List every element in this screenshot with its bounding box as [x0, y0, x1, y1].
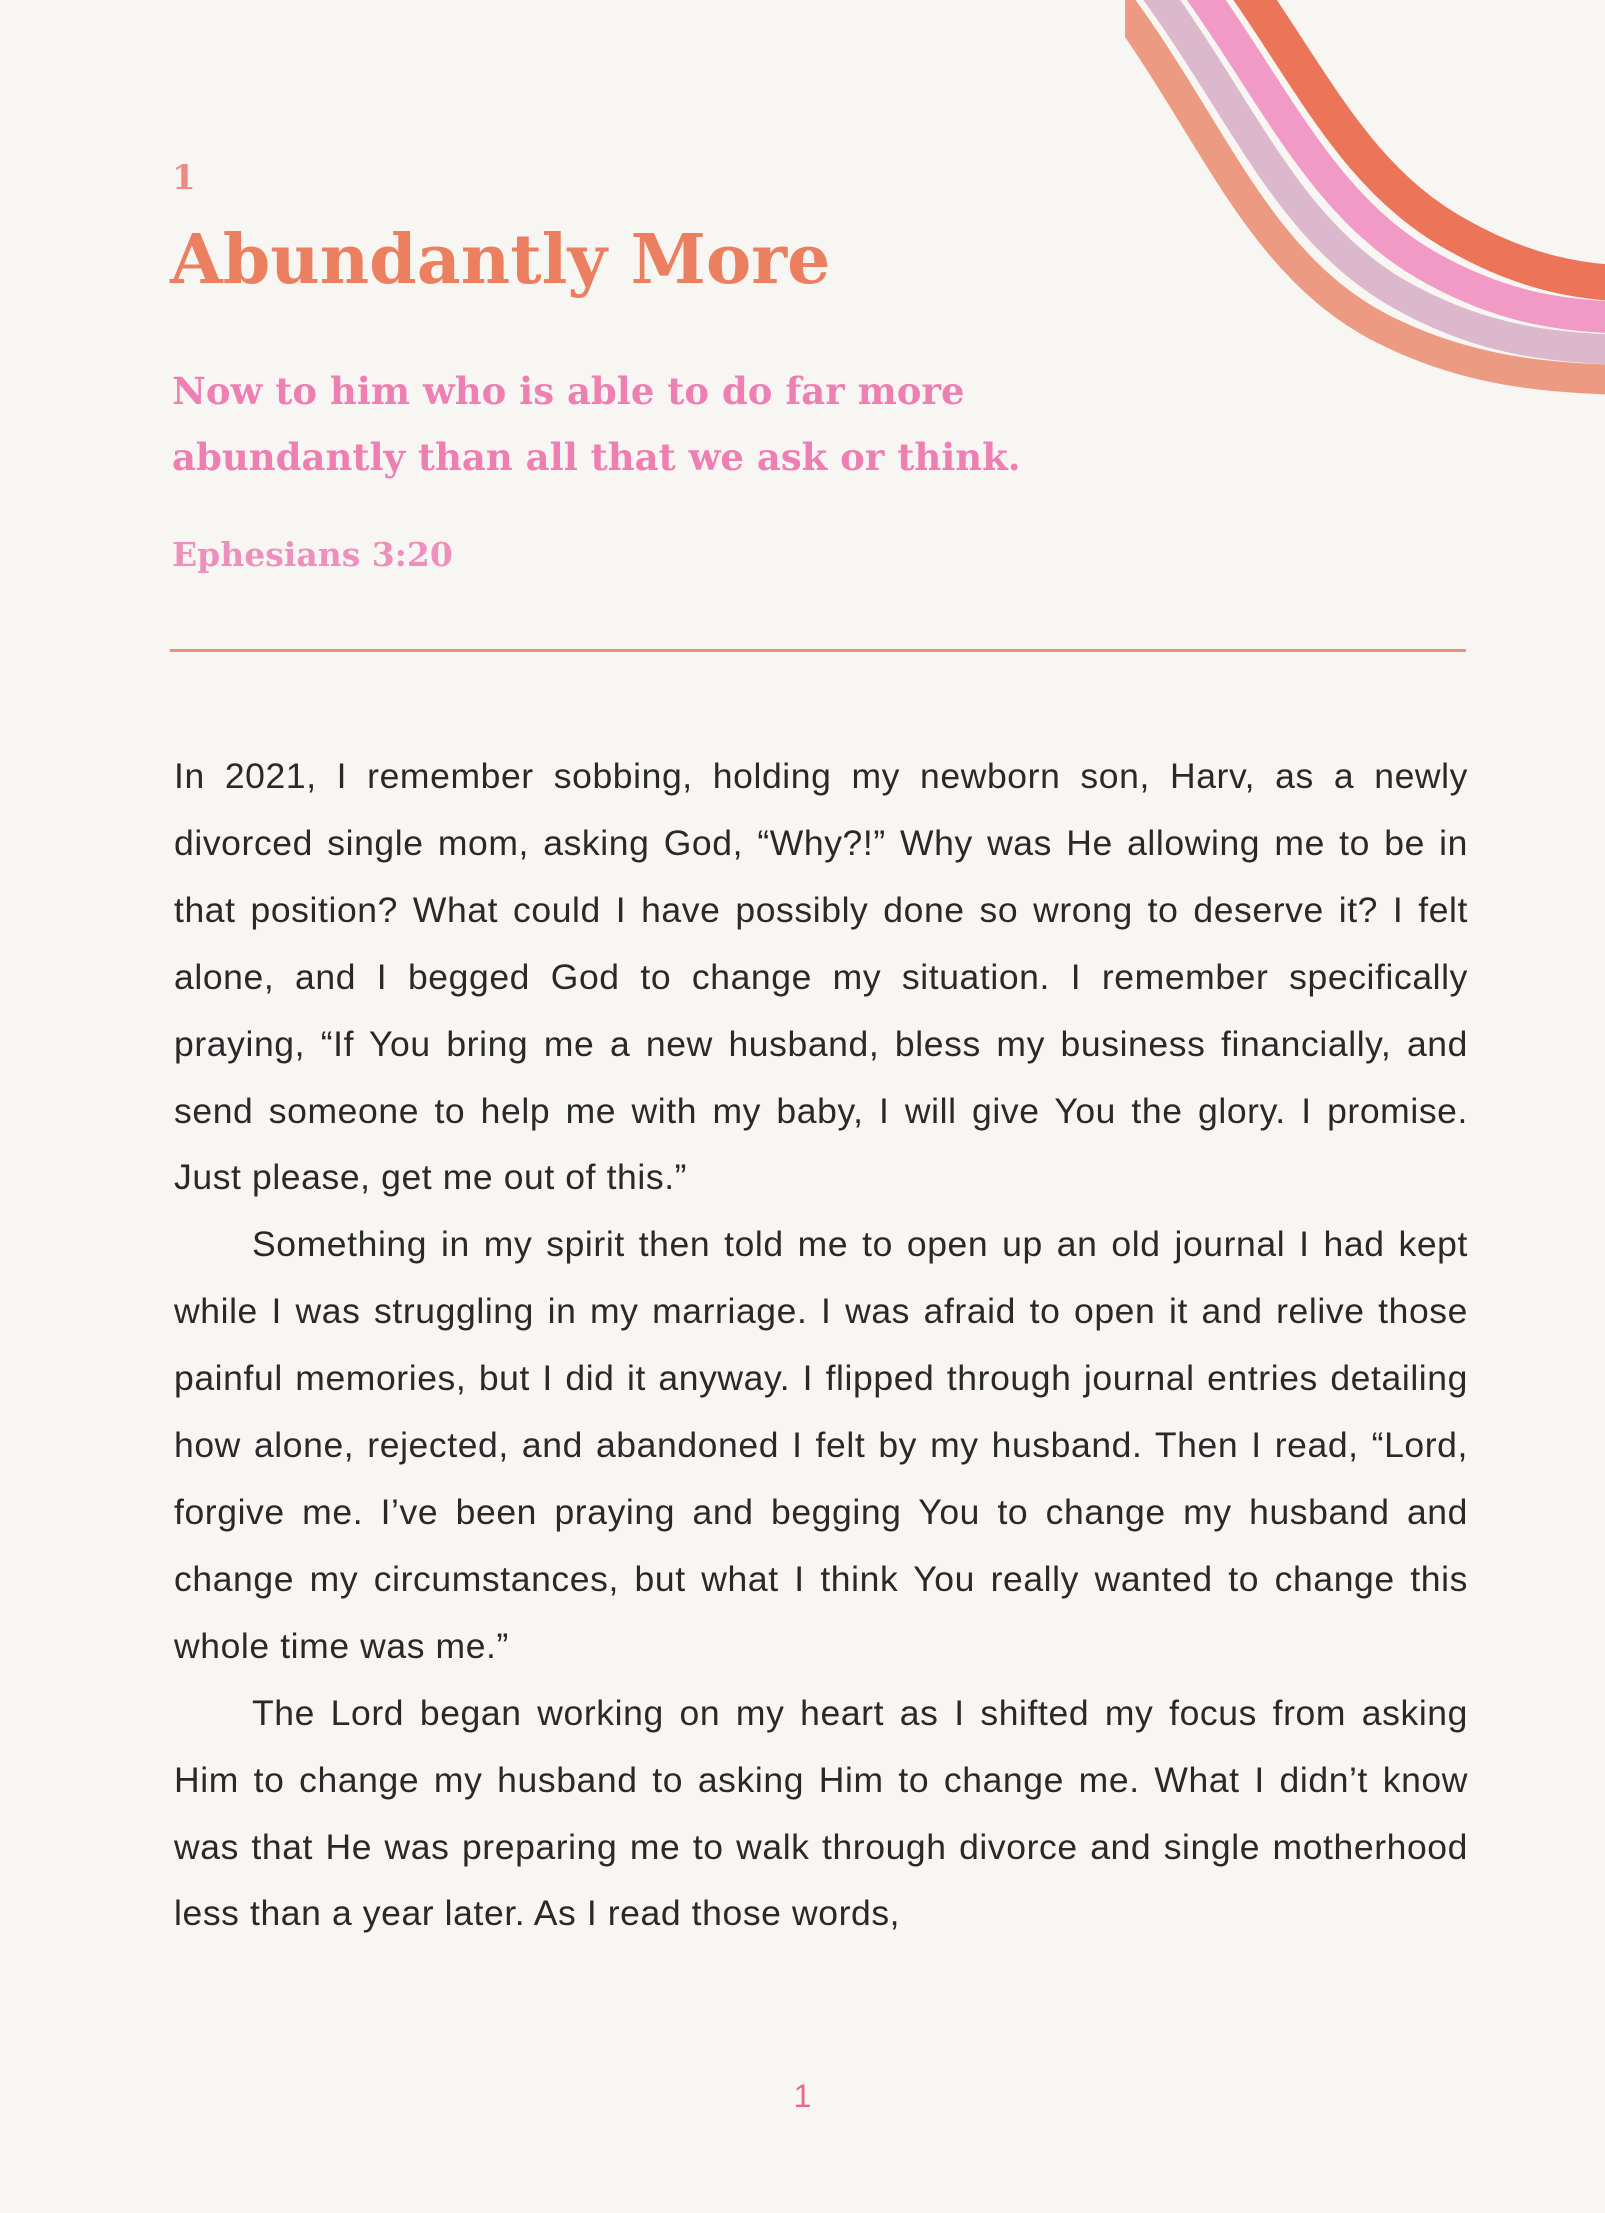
section-divider [170, 649, 1466, 652]
scripture-reference: Ephesians 3:20 [172, 535, 453, 574]
body-paragraph: The Lord began working on my heart as I shifted my focus from asking Him to change my husband to asking Him to change me. What I didn’t know was that He was preparing me to walk through divorce and single motherhood less than a year later. As I read those words, [174, 1692, 1468, 1934]
chapter-number: 1 [172, 158, 196, 198]
scripture-quote: Now to him who is able to do far more abundantly than all that we ask or think. [172, 369, 1021, 479]
body-paragraph: In 2021, I remember sobbing, holding my newborn son, Harv, as a newly divorced single mom, asking God, “Why?!” Why was He allowing me to be in that position? What could I have possibly done so wrong to deserve it? I felt alone, and I begged God to change my situation. I remember specifically praying, “If You bring me a new husband, bless my business financially, and send someone to help me with my baby, I will give You the glory. I promise. Just please, get me out of this.” [174, 756, 1468, 1198]
body-text [174, 743, 1468, 1947]
rainbow-stripes-decoration [1125, 0, 1605, 440]
chapter-title: Abundantly More [170, 220, 831, 300]
page-number: 1 [793, 2078, 812, 2114]
body-paragraph: Something in my spirit then told me to open up an old journal I had kept while I was struggling in my marriage. I was afraid to open it and relive those painful memories, but I did it anyway. I flipped through journal entries detailing how alone, rejected, and abandoned I felt by my husband. Then I read, “Lord, forgive me. I’ve been praying and begging You to change my husband and change my circumstances, but what I think You really wanted to change this whole time was me.” [174, 1224, 1468, 1666]
